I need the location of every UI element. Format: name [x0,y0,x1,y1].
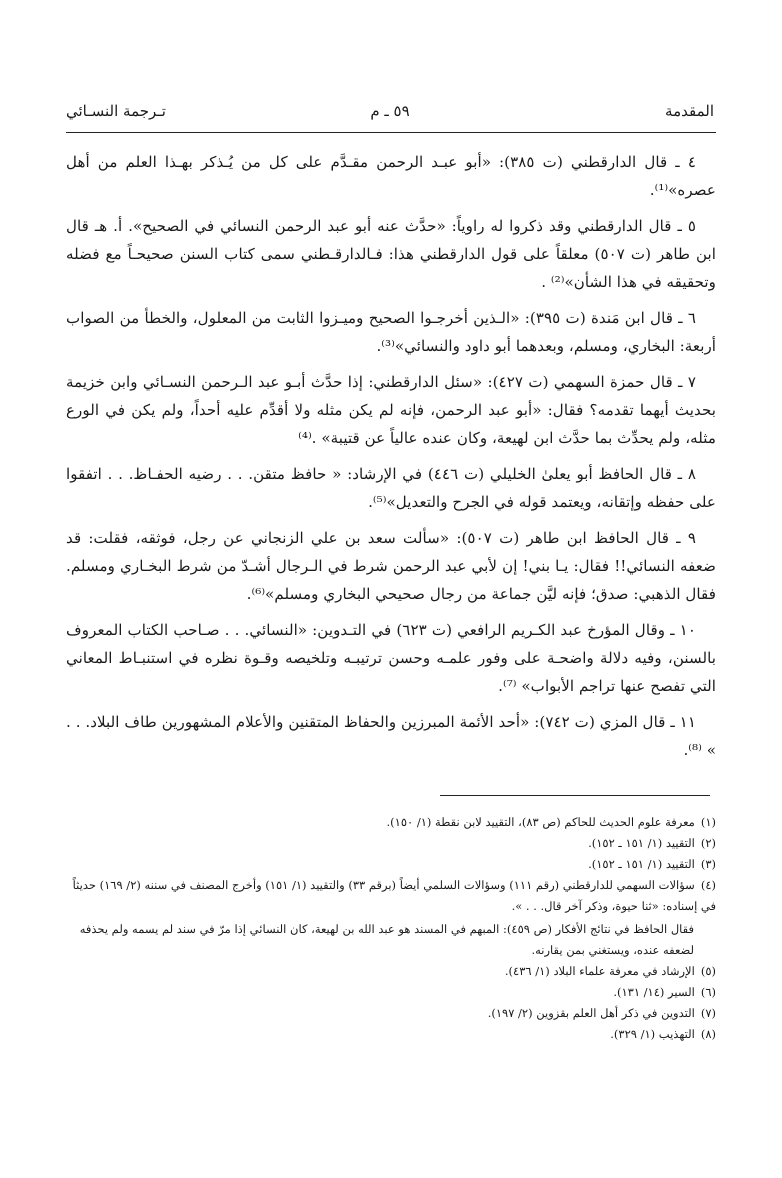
footnotes [66,812,716,1045]
footnote-number: (٣) [700,857,716,871]
footnote-text: التقييد (١/ ١٥١ ـ ١٥٢). [588,857,695,871]
footnote-text: فقال الحافظ في نتائج الأفكار (ص ٤٥٩): المبهم في المسند هو عبد الله بن لهيعة، كان النسائي إذا مرّ في سند لم يسمه ولم يحذفه لضعفه عنده، ويستغني بمن يقارنه. [79,922,694,957]
footnote-1 [66,812,716,833]
footnote-text: التدوين في ذكر أهل العلم بقزوين (٢/ ١٩٧). [487,1006,695,1020]
paragraph-8: ٨ ـ قال الحافظ أبو يعلىٰ الخليلي (ت ٤٤٦) في الإرشاد: « حافظ متقن. . . رضيه الحفـاظ. . . اتفقوا على حفظه وإتقانه، ويعتمد قوله في الجرح والتعديل»⁽⁵⁾. [66,465,716,511]
footnote-3 [66,854,716,875]
main-text [66,148,716,772]
footnote-text: التهذيب (١/ ٣٢٩). [610,1027,695,1041]
footnote-text: معرفة علوم الحديث للحاكم (ص ٨٣)، التقييد لابن نقطة (١/ ١٥٠). [386,815,695,829]
footnote-rule [440,795,710,796]
header-running-title: تـرجمة النسـائي [66,102,166,120]
footnote-number: (٧) [700,1006,716,1020]
page-header [66,102,714,130]
paragraph-4: ٤ ـ قال الدارقطني (ت ٣٨٥): «أبو عبـد الرحمن مقـدَّم على كل من يُـذكر بهـذا العلم من أهل عصره»⁽¹⁾. [66,153,716,199]
header-page-number: ٥٩ ـ م [370,102,410,120]
footnote-number: (٨) [700,1027,716,1041]
footnote-number: (٥) [700,964,716,978]
footnote-4 [66,875,716,917]
footnote-text: سؤالات السهمي للدارقطني (رقم ١١١) وسؤالات السلمي أيضاً (برقم ٣٣) والتقييد (١/ ١٥١) وأخرج المصنف في سننه (٢/ ١٦٩) حديثاً في إسناده: «ثنا حيوة، وذكر آخر قال. . . ». [72,878,716,913]
footnote-text: الإرشاد في معرفة علماء البلاد (١/ ٤٣٦). [504,964,695,978]
paragraph-5: ٥ ـ قال الدارقطني وقد ذكروا له راوياً: «حدَّث عنه أبو عبد الرحمن النسائي في الصحيح». أ. هـ قال ابن طاهر (ت ٥٠٧) معلقاً على قول الدارقطني هذا: فـالدارقـطني سمى كتاب السنن صحيحـاً مع فضله وتحقيقه في هذا الشأن»⁽²⁾ . [66,217,716,291]
footnote-4-continuation [66,919,694,961]
paragraph-6: ٦ ـ قال ابن مَندة (ت ٣٩٥): «الـذين أخرجـوا الصحيح وميـزوا الثابت من المعلول، والخطأ من الصواب أربعة: البخاري، ومسلم، وبعدهما أبو داود والنسائي»⁽³⁾. [66,309,716,355]
footnote-number: (٢) [700,836,716,850]
footnote-5 [66,961,716,982]
footnote-8 [66,1024,716,1045]
paragraph-11: ١١ ـ قال المزي (ت ٧٤٢): «أحد الأئمة المبرزين والحفاظ المتقنين والأعلام المشهورين طاف البلاد. . . » ⁽⁸⁾. [66,713,716,759]
footnote-6 [66,982,716,1003]
footnote-text: السير (١٤/ ١٣١). [613,985,695,999]
header-section: المقدمة [665,102,714,120]
paragraph-9: ٩ ـ قال الحافظ ابن طاهر (ت ٥٠٧): «سألت سعد بن علي الزنجاني عن رجل، فوثقه، فقلت: قد ضعفه النسائي!! فقال: يـا بني! إن لأبي عبد الرحمن شرط في الـرجال أشـدّ من شرط البخـاري ومسلم. فقال الذهبي: صدق؛ فإنه ليَّن جماعة من رجال صحيحي البخاري ومسلم»⁽⁶⁾. [66,529,716,603]
footnote-text: التقييد (١/ ١٥١ ـ ١٥٢). [588,836,695,850]
footnote-2 [66,833,716,854]
footnote-number: (١) [700,815,716,829]
footnote-7 [66,1003,716,1024]
paragraph-10: ١٠ ـ وقال المؤرخ عبد الكـريم الرافعي (ت ٦٢٣) في التـدوين: «النسائي. . . صـاحب الكتاب المعروف بالسنن، وفيه دلالة واضحـة على وفور علمـه وحسن ترتيبـه وتلخيصه وقـوة نظره في استنبـاط المعاني التي تفصح عنها تراجم الأبواب» ⁽⁷⁾. [66,621,716,695]
header-rule [66,132,716,133]
paragraph-7: ٧ ـ قال حمزة السهمي (ت ٤٢٧): «سئل الدارقطني: إذا حدَّث أبـو عبد الـرحمن النسـائي وابن خزيمة بحديث أيهما تقدمه؟ فقال: «أبو عبد الرحمن، فإنه لم يكن مثله ولا أقدِّم عليه أحداً، ولم يكن في الورع مثله، ولم يحدِّث بما حدَّث ابن لهيعة، وكان عنده عالياً عن قتيبة» .⁽⁴⁾ [66,373,716,447]
footnote-number: (٦) [700,985,716,999]
footnote-number: (٤) [700,878,716,892]
